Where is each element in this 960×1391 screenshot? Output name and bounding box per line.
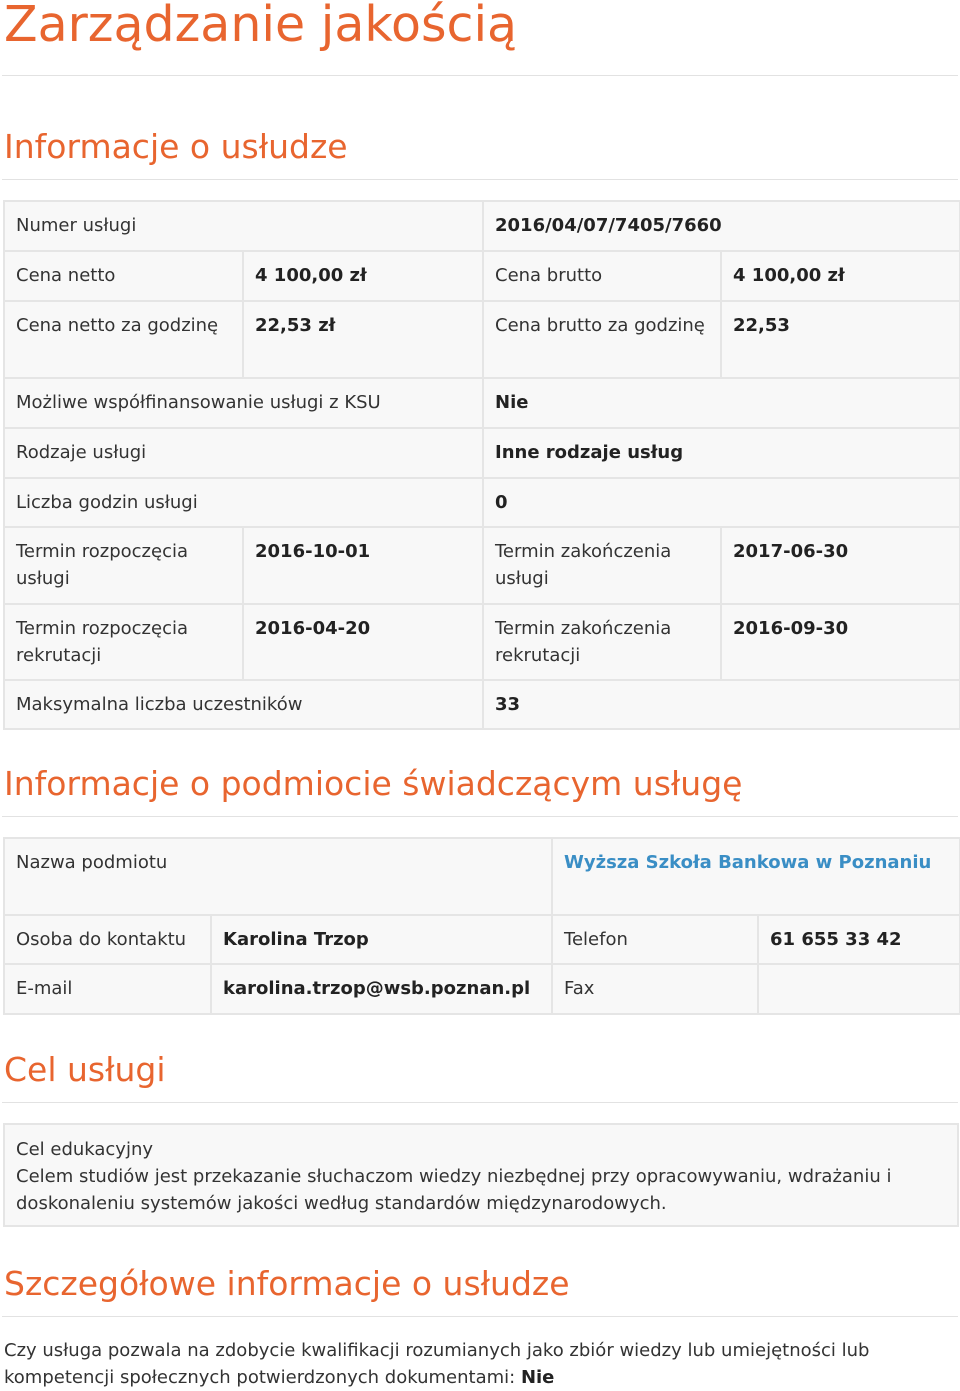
details-text	[4, 1337, 934, 1391]
fax-label: Fax	[552, 964, 758, 1014]
gross-price-label: Cena brutto	[483, 251, 721, 301]
table-row	[4, 251, 960, 301]
table-row	[4, 378, 960, 428]
goal-box	[3, 1123, 959, 1227]
divider	[2, 75, 958, 76]
table-row	[4, 915, 960, 964]
divider	[2, 816, 958, 817]
service-number-label: Numer usługi	[4, 201, 483, 251]
net-hour-price-label: Cena netto za godzinę	[4, 301, 243, 378]
contact-person-value: Karolina Trzop	[211, 915, 552, 964]
table-row	[4, 604, 960, 680]
service-types-value: Inne rodzaje usług	[483, 428, 960, 478]
email-label: E-mail	[4, 964, 211, 1014]
end-date-value: 2017-06-30	[721, 527, 960, 604]
end-date-label: Termin zakończenia usługi	[483, 527, 721, 604]
cofinancing-label: Możliwe współfinansowanie usługi z KSU	[4, 378, 483, 428]
service-types-label: Rodzaje usługi	[4, 428, 483, 478]
gross-hour-price-value: 22,53	[721, 301, 960, 378]
fax-value	[758, 964, 960, 1014]
provider-name-link[interactable]: Wyższa Szkoła Bankowa w Poznaniu	[552, 838, 960, 915]
gross-price-value: 4 100,00 zł	[721, 251, 960, 301]
recruitment-start-value: 2016-04-20	[243, 604, 483, 680]
provider-name-label: Nazwa podmiotu	[4, 838, 552, 915]
goal-heading: Cel usługi	[4, 1050, 166, 1089]
recruitment-start-label: Termin rozpoczęcia rekrutacji	[4, 604, 243, 680]
service-info-heading: Informacje o usłudze	[4, 127, 348, 166]
net-price-value: 4 100,00 zł	[243, 251, 483, 301]
service-info-table-wrap	[3, 200, 959, 730]
table-row	[4, 201, 960, 251]
qualification-question: Czy usługa pozwala na zdobycie kwalifikacji rozumianych jako zbiór wiedzy lub umiejętności lub kompetencji społecznych potwierdzonych dokumentami:	[4, 1340, 870, 1388]
service-hours-value: 0	[483, 478, 960, 527]
contact-person-label: Osoba do kontaktu	[4, 915, 211, 964]
table-row	[4, 680, 960, 729]
start-date-value: 2016-10-01	[243, 527, 483, 604]
net-price-label: Cena netto	[4, 251, 243, 301]
table-row	[4, 478, 960, 527]
service-hours-label: Liczba godzin usługi	[4, 478, 483, 527]
divider	[2, 179, 958, 180]
page-title: Zarządzanie jakością	[4, 0, 518, 53]
table-row	[4, 964, 960, 1014]
provider-info-table-wrap	[3, 837, 959, 1015]
provider-info-heading: Informacje o podmiocie świadczącym usługę	[4, 764, 743, 803]
phone-label: Telefon	[552, 915, 758, 964]
provider-info-table	[3, 837, 960, 1015]
gross-hour-price-label: Cena brutto za godzinę	[483, 301, 721, 378]
service-info-table	[3, 200, 960, 730]
recruitment-end-value: 2016-09-30	[721, 604, 960, 680]
max-participants-value: 33	[483, 680, 960, 729]
table-row	[4, 428, 960, 478]
divider	[2, 1316, 958, 1317]
recruitment-end-label: Termin zakończenia rekrutacji	[483, 604, 721, 680]
table-row	[4, 838, 960, 915]
start-date-label: Termin rozpoczęcia usługi	[4, 527, 243, 604]
table-row	[4, 527, 960, 604]
max-participants-label: Maksymalna liczba uczestników	[4, 680, 483, 729]
details-heading: Szczegółowe informacje o usłudze	[4, 1264, 570, 1303]
email-value: karolina.trzop@wsb.poznan.pl	[211, 964, 552, 1014]
divider	[2, 1102, 958, 1103]
goal-label: Cel edukacyjny	[16, 1139, 154, 1160]
goal-text: Celem studiów jest przekazanie słuchaczom wiedzy niezbędnej przy opracowywaniu, wdrażaniu i doskonaleniu systemów jakości według standardów międzynarodowych.	[16, 1166, 892, 1214]
table-row	[4, 301, 960, 378]
service-number-value: 2016/04/07/7405/7660	[483, 201, 960, 251]
cofinancing-value: Nie	[483, 378, 960, 428]
net-hour-price-value: 22,53 zł	[243, 301, 483, 378]
phone-value: 61 655 33 42	[758, 915, 960, 964]
qualification-answer: Nie	[520, 1367, 555, 1388]
